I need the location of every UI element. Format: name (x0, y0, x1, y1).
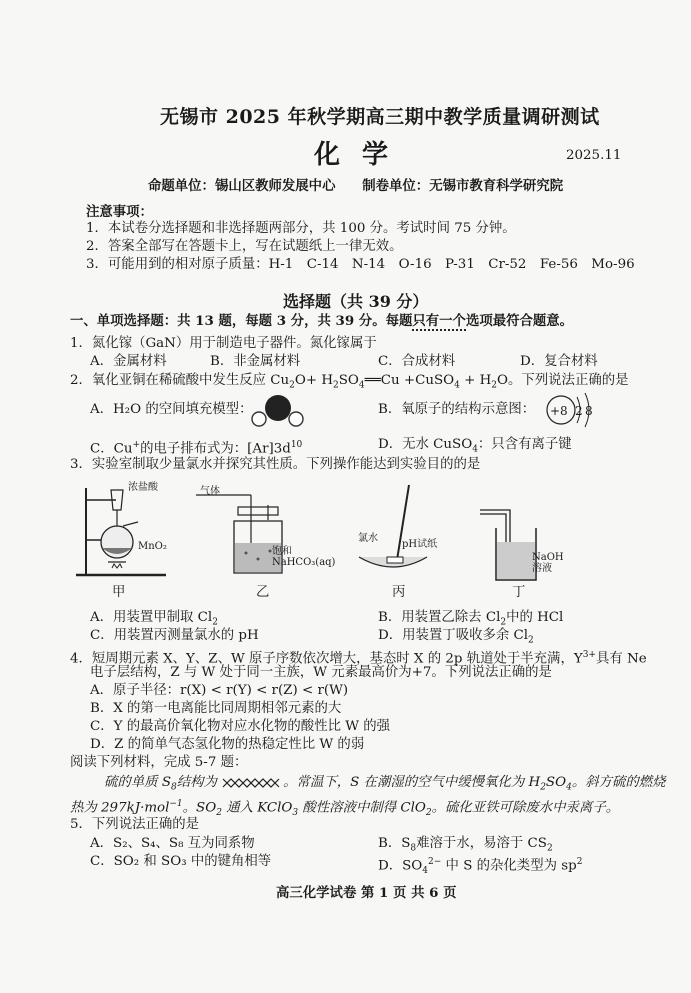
page-footer: 高三化学试卷 第 1 页 共 6 页 (276, 885, 457, 901)
label-chlorine-water: 氯水 (358, 533, 378, 544)
question-2-option-d: D．无水 CuSO$_4$：只含有离子键 (378, 437, 572, 455)
question-2-stem: 2．氧化亚铜在稀硫酸中发生反应 $Cu_2O+$ $H_2SO_4══Cu$ +CuSO$_4$ + $H_2O$。下列说法正确的是 (70, 373, 629, 391)
question-4-option-a: A．原子半径：r(X) < r(Y) < r(Z) < r(W) (90, 683, 349, 698)
exam-date: 2025.11 (566, 148, 622, 163)
notice-heading: 注意事项： (86, 204, 153, 220)
question-1-option-d: D．复合材料 (520, 354, 598, 369)
apparatus-label-yi: 乙 (256, 585, 270, 600)
apparatus-label-jia: 甲 (112, 585, 126, 600)
oxygen-shell-2: 8 (585, 404, 593, 418)
question-5-stem: 5．下列说法正确的是 (70, 817, 200, 832)
section-title: 选择题（共 39 分） (283, 292, 429, 311)
label-gas: 气体 (200, 486, 220, 497)
question-4-option-b: B．X 的第一电离能比同周期相邻元素的大 (90, 701, 342, 716)
label-ph-paper: pH试纸 (402, 539, 438, 550)
question-4-stem-line1: 4．短周期元素 X、Y、Z、W 原子序数依次增大，基态时 X 的 2p 轨道处于半充满，$Y^{3+}$具有 Ne (70, 650, 647, 667)
question-5-option-c: C．SO₂ 和 SO₃ 中的键角相等 (90, 854, 272, 869)
question-1-option-c: C．合成材料 (378, 354, 456, 369)
label-naoh: NaOH (532, 552, 564, 563)
question-3-stem: 3．实验室制取少量氯水并探究其性质。下列操作能达到实验目的的是 (70, 457, 481, 472)
label-conc-hcl: 浓盐酸 (128, 482, 158, 493)
question-1-option-a: A．金属材料 (90, 354, 167, 369)
notice-item: 3．可能用到的相对原子质量：H-1 C-14 N-14 O-16 P-31 Cr-52 Fe-56 Mo-96 (86, 257, 635, 272)
question-4-option-c: C．Y 的最高价氧化物对应水化物的酸性比 W 的强 (90, 719, 391, 734)
question-3-option-a: A．用装置甲制取 $Cl_2$ (90, 610, 218, 628)
notice-item: 2．答案全部写在答题卡上，写在试题纸上一律无效。 (86, 239, 403, 254)
reading-para-line2: 热为 297kJ·mol$^{-1}$。$SO_2$ 通入 KClO$_3$ 酸性溶液中制得 ClO$_2$。硫化亚铁可除废水中汞离子。 (70, 799, 620, 819)
instruction-text: 选项最符合题意。 (465, 313, 574, 329)
label-saturated: 饱和 (272, 546, 292, 557)
apparatus-label-ding: 丁 (512, 585, 526, 600)
question-3-option-b: B．用装置乙除去 $Cl_2$中的 HCl (378, 610, 564, 628)
question-1-stem: 1．氮化镓（GaN）用于制造电子器件。氮化镓属于 (70, 336, 377, 351)
oxygen-shell-1: 2 (575, 404, 583, 418)
question-1-option-b: B．非金属材料 (210, 354, 301, 369)
label-nahco3: NaHCO₃(aq) (272, 557, 336, 568)
exam-title: 无锡市 2025 年秋学期高三期中教学质量调研测试 (160, 106, 600, 128)
subject-title: 化学 (314, 140, 411, 170)
question-2-option-c: C．Cu+的电子排布式为：$[Ar]3d^{10}$ (90, 440, 303, 457)
apparatus-label-bing: 丙 (392, 585, 406, 600)
question-4-stem-line2: 电子层结构，Z 与 W 处于同一主族，W 元素最高价为+7。下列说法正确的是 (90, 665, 552, 680)
question-2-option-a: A．H₂O 的空间填充模型： (90, 402, 253, 417)
s8-structure-icon (221, 776, 283, 790)
authors-line: 命题单位：锡山区教师发展中心 制卷单位：无锡市教育科学研究院 (148, 178, 564, 194)
question-5-option-d: D．$SO_4^{2-}$ 中 S 的杂化类型为 $sp^2$ (378, 857, 583, 877)
question-5-option-a: A．S₂、S₄、S₈ 互为同系物 (90, 836, 255, 851)
water-space-filling-model-icon (250, 393, 306, 429)
question-5-option-b: B．$S_8$难溶于水，易溶于 $CS_2$ (378, 836, 553, 854)
label-mno2: MnO₂ (138, 541, 167, 552)
instruction-emphasis: 只有一个 (412, 313, 466, 329)
notice-item: 1．本试卷分选择题和非选择题两部分，共 100 分。考试时间 75 分钟。 (86, 221, 516, 236)
question-3-option-c: C．用装置丙测量氯水的 pH (90, 628, 259, 643)
reading-para-line1: 硫的单质 $S_8$结构为 。常温下，S 在潮湿的空气中缓慢氧化为 $H_2SO_4$。斜方硫的燃烧 (104, 775, 666, 793)
apparatus-jia-figure (76, 480, 186, 580)
label-solution: 溶液 (532, 563, 552, 574)
section-instruction (70, 313, 573, 329)
instruction-text: 一、单项选择题：共 13 题，每题 3 分，共 39 分。每题 (70, 313, 413, 329)
reading-intro: 阅读下列材料，完成 5-7 题： (70, 755, 248, 770)
oxygen-nucleus-label: +8 (550, 404, 568, 418)
question-4-option-d: D．Z 的简单气态氢化物的热稳定性比 W 的弱 (90, 737, 365, 752)
question-3-option-d: D．用装置丁吸收多余 $Cl_2$ (378, 628, 534, 646)
question-2-option-b: B．氧原子的结构示意图： (378, 402, 536, 417)
